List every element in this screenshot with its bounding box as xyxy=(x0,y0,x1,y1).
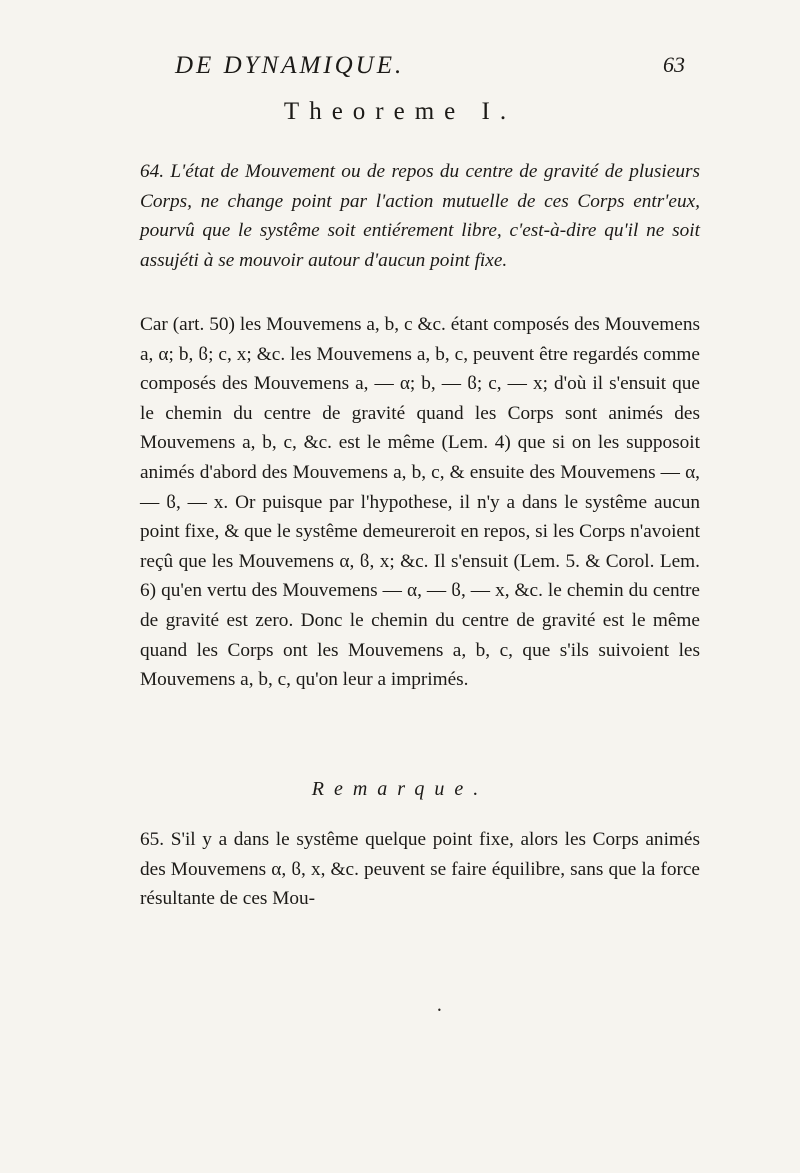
remark-paragraph xyxy=(140,825,700,914)
running-head xyxy=(175,52,685,92)
theorem-statement xyxy=(140,157,700,275)
theorem-statement-text: 64. L'état de Mouvement ou de repos du centre de gravité de plusieurs Corps, ne change point par l'action mutuelle de ces Corps entr'eux, pourvû que le systême soit entiérement libre, c'est-à-dire qu'il ne soit assujéti à se mouvoir autour d'aucun point fixe. xyxy=(140,161,700,271)
remarque-heading: Remarque. xyxy=(311,778,489,800)
footer-mark: • xyxy=(437,1006,442,1015)
running-title: DE DYNAMIQUE. xyxy=(175,52,405,79)
theorem-heading: Theoreme I. xyxy=(283,98,517,125)
page-number: 63 xyxy=(663,52,685,77)
proof-text: Car (art. 50) les Mouvemens a, b, c &c. étant composés des Mouvemens a, α; b, ϐ; c, x; &c. les Mouvemens a, b, c, peuvent être regardés comme composés des Mouvemens a, — α; b, — ϐ; c, — x; d'où il s'ensuit que le chemin du centre de gravité quand les Corps sont animés des Mouvemens a, b, c, &c. est le même (Lem. 4) que si on les supposoit animés d'abord des Mouvemens a, b, c, & ensuite des Mouvemens — α, — ϐ, — x. Or puisque par l'hypothese, il n'y a dans le systême aucun point fixe, & que le systême demeureroit en repos, si les Corps n'avoient reçû que les Mouvemens α, ϐ, x; &c. Il s'ensuit (Lem. 5. & Corol. Lem. 6) qu'en vertu des Mouvemens — α, — ϐ, — x, &c. le chemin du centre de gravité est zero. Donc le chemin du centre de gravité est le même quand les Corps ont les Mouvemens a, b, c, que s'ils suivoient les Mouvemens a, b, c, qu'on leur a imprimés. xyxy=(140,314,700,691)
proof-paragraph xyxy=(140,310,700,695)
remark-text: 65. S'il y a dans le systême quelque point fixe, alors les Corps animés des Mouvemens α, ϐ, x, &c. peuvent se faire équilibre, sans que la force résultante de ces Mou- xyxy=(140,829,700,910)
